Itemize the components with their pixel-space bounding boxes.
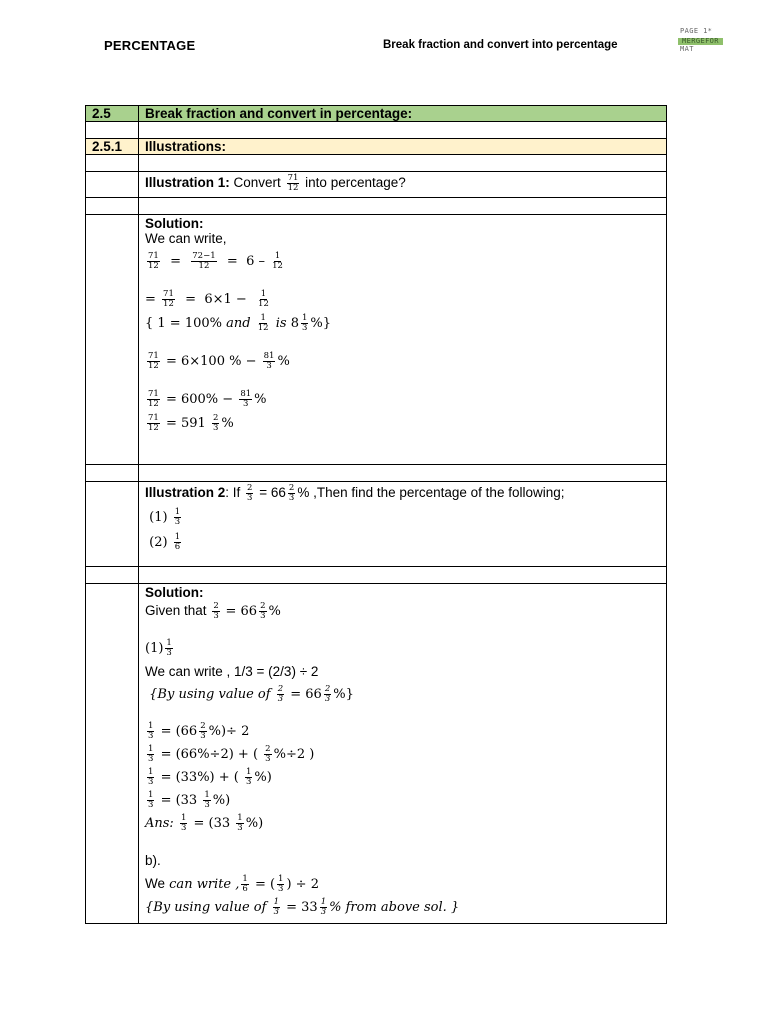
header-subtitle: Break fraction and convert into percentage [383, 39, 618, 51]
content-table [85, 105, 667, 924]
section-row: 2.5 Break fraction and convert in percentage: [86, 106, 667, 122]
solution-2: Solution: Given that $\frac{2}{3}$ = 66 $\frac{2}{3}$ % (1) $\frac{1}{3}$ We can write , 1/3 = (2/3) ÷ 2 {By using value of $\frac{2}{3}$ = 66 $\frac{2}{3}$ %} $\frac{1}{3}$ = (66 $\frac{2}{3}$ %)÷ 2 $\frac{1}{3}$ = (66%÷2) + ( $\frac{2}{3}$ %÷2 ) $\frac{1}{3}$ = (33%) + ( $\frac{1}{3}$ %) $\frac{1}{3}$ = (33 $\frac{1}{3}$ %) Ans: $\frac{1}{3}$ = (33 $\frac{1}{3}$ %) b). We can write , $\frac{1}{6}$ = ( $\frac{1}{3}$ ) ÷ 2 {By using value of $\frac{1}{3}$ = 33 $\frac{1}{3}$ % from above sol. } [86, 584, 667, 924]
solution-1: Solution: We can write, $\frac{71}{12}$ = $\frac{72-1}{12}$ = 6 – $\frac{1}{12}$ = $\frac{71}{12}$ = 6×1 − $\frac{1}{12}$ { 1 = 100% and $\frac{1}{12}$ is 8 $\frac{1}{3}$ %} $\frac{71}{12}$ = 6×100 % − $\frac{81}{3}$ % $\frac{71}{12}$ = 600% − $\frac{81}{3}$ % $\frac{71}{12}$ = 591 $\frac{2}{3}$ % [86, 215, 667, 465]
header-title: PERCENTAGE [104, 38, 196, 53]
illustration-1: Illustration 1: Convert $\frac{71}{12}$ into percentage? [86, 172, 667, 198]
illustration-2: Illustration 2: If $\frac{2}{3}$ = 66 $\frac{2}{3}$ % ,Then find the percentage of the following; (1) $\frac{1}{3}$ (2) $\frac{1}{6}$ [86, 482, 667, 567]
page-logo: PAGE 1* MERGEFOR MAT [676, 24, 768, 54]
subsection-row: 2.5.1 Illustrations: [86, 139, 667, 155]
